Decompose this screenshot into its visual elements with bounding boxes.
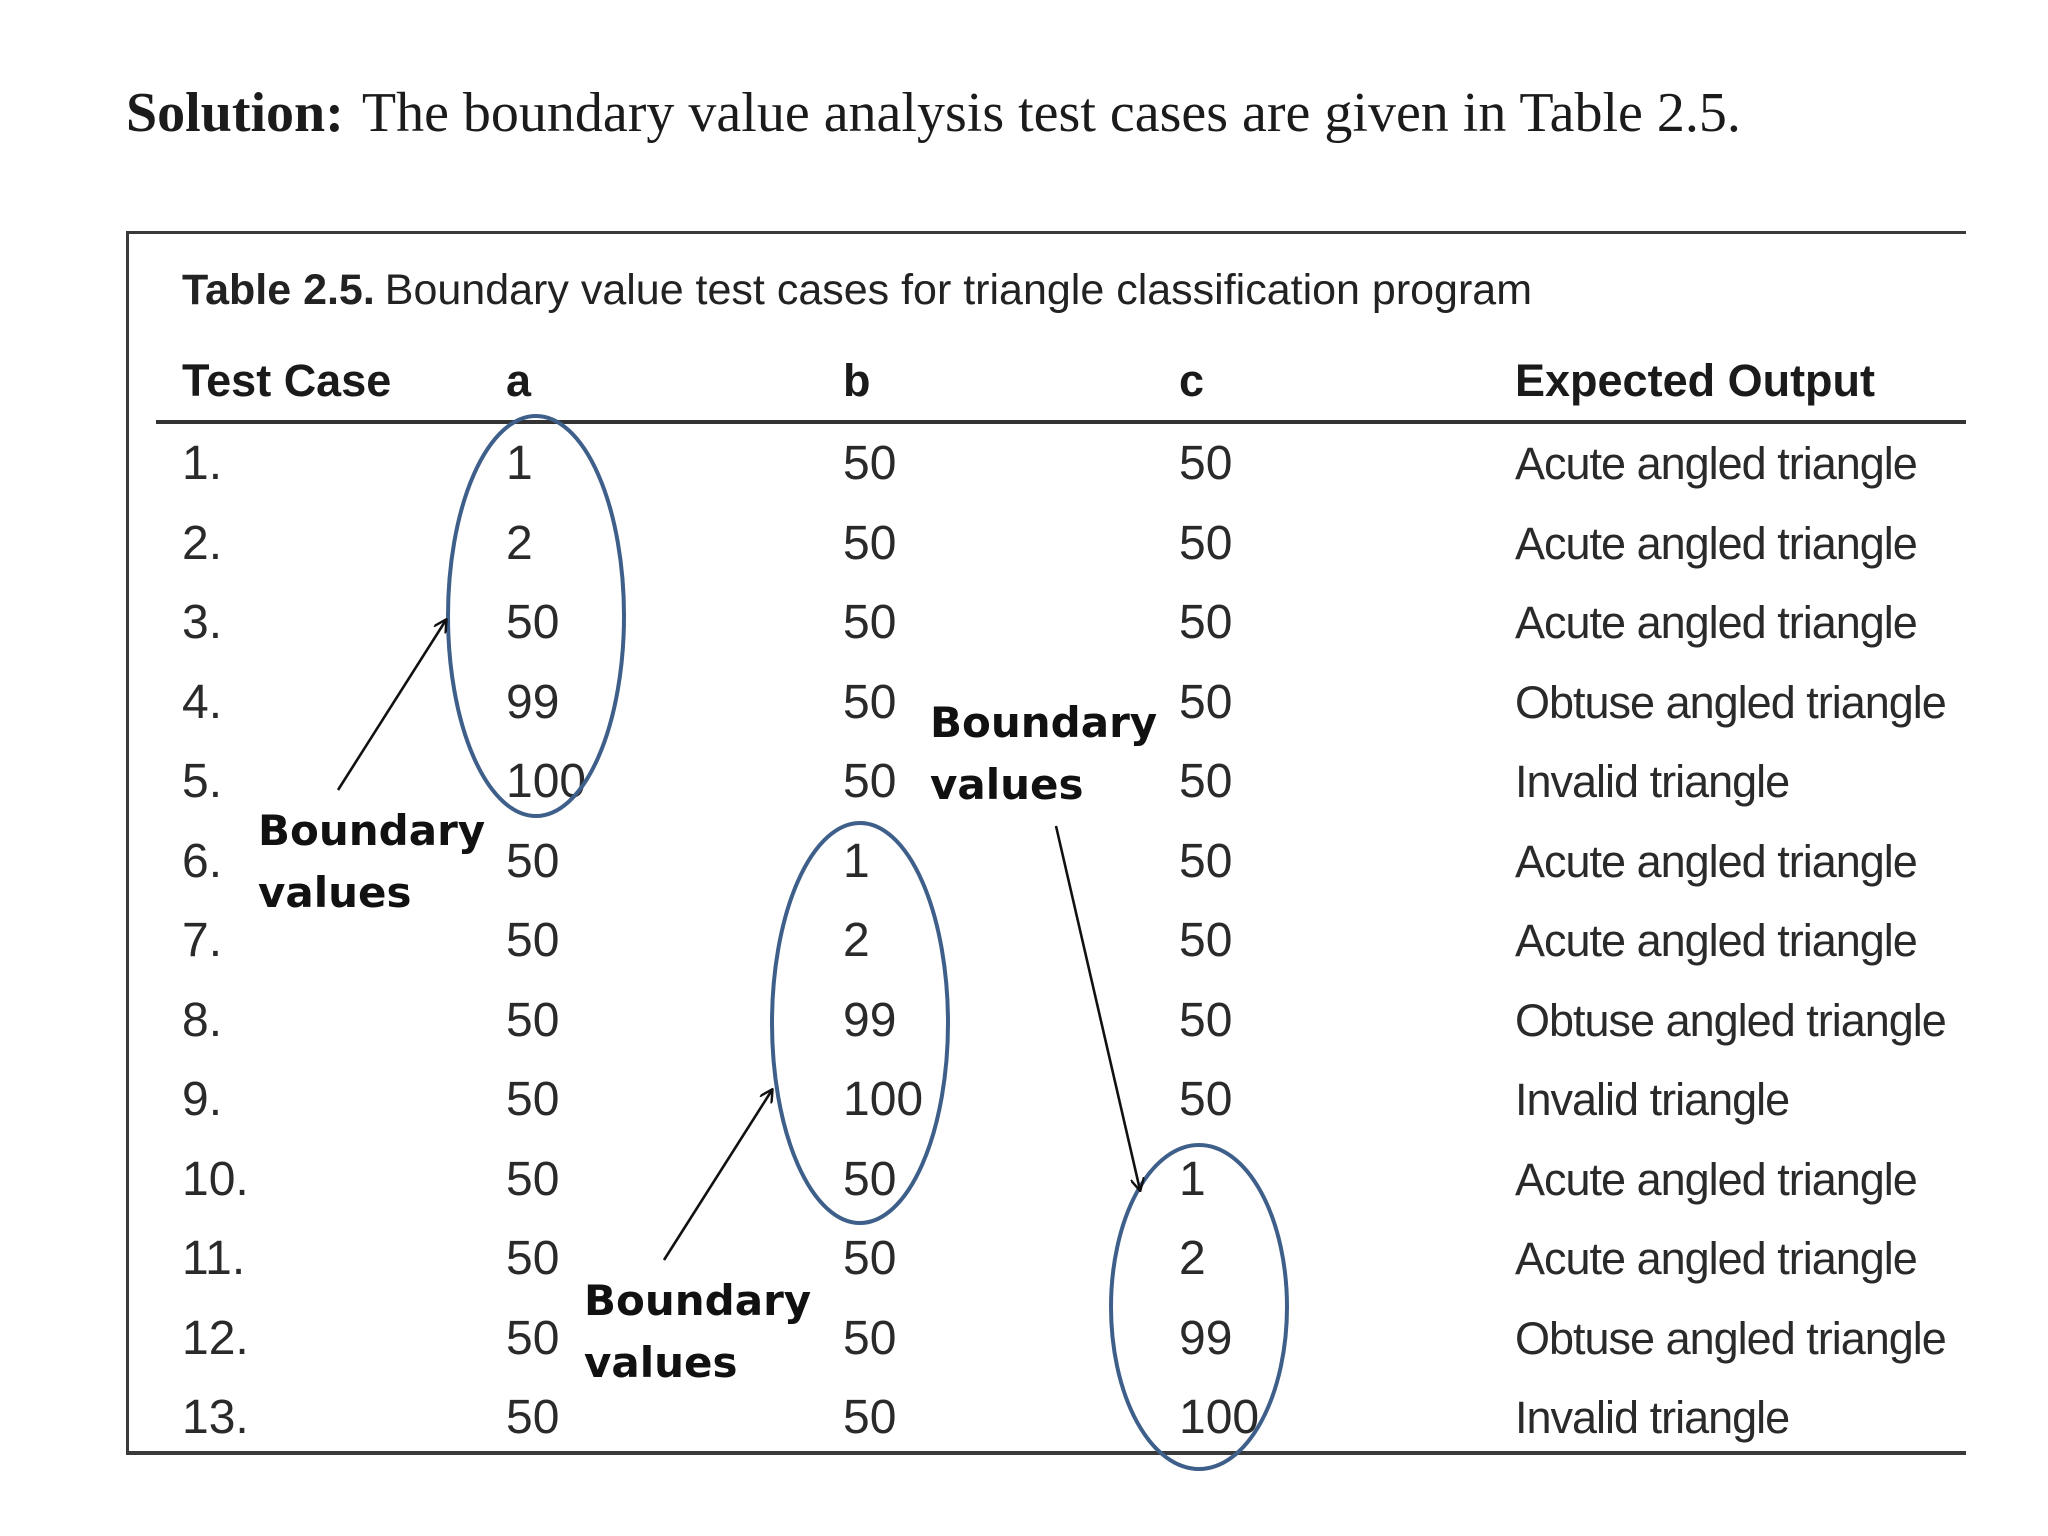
cell-test-case: 13. [182, 1391, 249, 1444]
cell-b: 50 [843, 1391, 897, 1444]
cell-b: 50 [843, 517, 897, 570]
cell-expected-output: Invalid triangle [1515, 1392, 1790, 1443]
cell-b: 1 [843, 835, 870, 888]
cell-expected-output: Obtuse angled triangle [1515, 1313, 1946, 1364]
cell-c: 50 [1179, 596, 1233, 649]
cell-c: 100 [1179, 1391, 1260, 1444]
cell-a: 50 [506, 596, 560, 649]
header-a: a [506, 355, 532, 406]
cell-expected-output: Acute angled triangle [1515, 915, 1917, 966]
header-b: b [843, 355, 871, 406]
arrow-a [338, 620, 446, 790]
annotation-label-b-line2: values [584, 1338, 738, 1387]
ellipse-b-boundary [772, 823, 948, 1223]
annotation-label-b-line1: Boundary [584, 1276, 812, 1325]
cell-c: 50 [1179, 437, 1233, 490]
arrow-c [1056, 826, 1140, 1190]
cell-test-case: 11. [182, 1232, 246, 1285]
arrow-b [664, 1090, 772, 1260]
header-c: c [1179, 355, 1205, 406]
cell-a: 100 [506, 755, 587, 808]
cell-b: 50 [843, 1153, 897, 1206]
cell-a: 50 [506, 914, 560, 967]
cell-a: 50 [506, 1391, 560, 1444]
cell-c: 50 [1179, 914, 1233, 967]
cell-b: 50 [843, 596, 897, 649]
cell-b: 50 [843, 437, 897, 490]
cell-test-case: 10. [182, 1153, 249, 1206]
annotation-label-a-line2: values [258, 868, 412, 917]
cell-b: 100 [843, 1073, 924, 1126]
header-test-case: Test Case [182, 355, 392, 406]
cell-b: 99 [843, 994, 897, 1047]
annotation-label-a-line1: Boundary [258, 806, 486, 855]
cell-b: 50 [843, 755, 897, 808]
cell-test-case: 4. [182, 676, 223, 729]
cell-expected-output: Acute angled triangle [1515, 836, 1917, 887]
cell-expected-output: Acute angled triangle [1515, 597, 1917, 648]
cell-test-case: 12. [182, 1312, 249, 1365]
cell-expected-output: Invalid triangle [1515, 756, 1790, 807]
cell-b: 50 [843, 676, 897, 729]
cell-expected-output: Acute angled triangle [1515, 518, 1917, 569]
cell-expected-output: Obtuse angled triangle [1515, 995, 1946, 1046]
cell-c: 50 [1179, 994, 1233, 1047]
cell-a: 50 [506, 1073, 560, 1126]
cell-test-case: 8. [182, 994, 223, 1047]
cell-a: 2 [506, 517, 533, 570]
cell-c: 50 [1179, 835, 1233, 888]
annotation-label-a [258, 800, 485, 924]
cell-a: 99 [506, 676, 560, 729]
cell-c: 50 [1179, 676, 1233, 729]
table-caption-text: Boundary value test cases for triangle classification program [384, 266, 1533, 314]
cell-c: 2 [1179, 1232, 1206, 1285]
cell-b: 2 [843, 914, 870, 967]
cell-b: 50 [843, 1232, 897, 1285]
cell-c: 1 [1179, 1153, 1206, 1206]
cell-expected-output: Obtuse angled triangle [1515, 677, 1946, 728]
table-caption-lead: Table 2.5. [182, 266, 375, 314]
header-expected-output: Expected Output [1515, 355, 1876, 406]
annotation-label-c-line1: Boundary [930, 698, 1158, 747]
cell-c: 50 [1179, 755, 1233, 808]
cell-test-case: 1. [182, 437, 223, 490]
cell-a: 50 [506, 835, 560, 888]
cell-expected-output: Acute angled triangle [1515, 1233, 1917, 1284]
solution-text: The boundary value analysis test cases are given in Table 2.5. [361, 82, 1741, 144]
cell-a: 1 [506, 437, 533, 490]
cell-a: 50 [506, 1153, 560, 1206]
cell-a: 50 [506, 1232, 560, 1285]
annotation-label-b [584, 1270, 811, 1394]
cell-a: 50 [506, 994, 560, 1047]
cell-expected-output: Acute angled triangle [1515, 1154, 1917, 1205]
cell-test-case: 5. [182, 755, 223, 808]
cell-expected-output: Invalid triangle [1515, 1074, 1790, 1125]
cell-c: 50 [1179, 517, 1233, 570]
cell-b: 50 [843, 1312, 897, 1365]
solution-lead: Solution: [126, 82, 344, 144]
ellipse-a-boundary [448, 416, 624, 816]
cell-test-case: 2. [182, 517, 223, 570]
annotation-label-c [930, 692, 1157, 816]
cell-test-case: 6. [182, 835, 223, 888]
cell-a: 50 [506, 1312, 560, 1365]
cell-expected-output: Acute angled triangle [1515, 438, 1917, 489]
annotation-label-c-line2: values [930, 760, 1084, 809]
cell-test-case: 7. [182, 914, 223, 967]
cell-test-case: 9. [182, 1073, 223, 1126]
cell-test-case: 3. [182, 596, 223, 649]
cell-c: 99 [1179, 1312, 1233, 1365]
ellipse-c-boundary [1111, 1145, 1287, 1469]
cell-c: 50 [1179, 1073, 1233, 1126]
